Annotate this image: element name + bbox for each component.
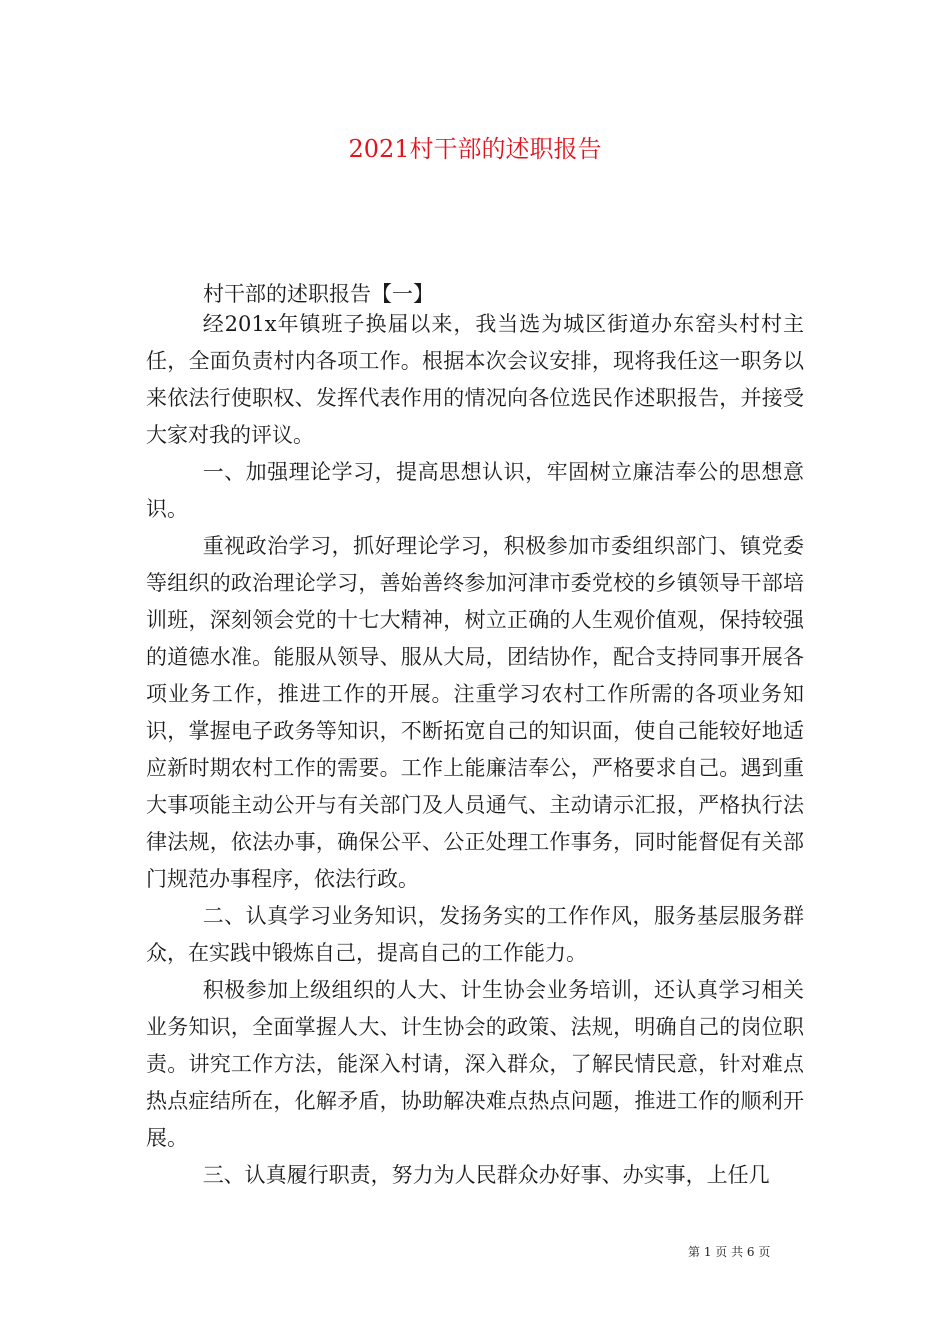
paragraph: 经201x年镇班子换届以来，我当选为城区街道办东窑头村村主任，全面负责村内各项工作。根据本次会议安排，现将我任这一职务以来依法行使职权、发挥代表作用的情况向各位选民作述职报告，并接受大家对我的评议。 bbox=[146, 312, 804, 447]
paragraph: 一、加强理论学习，提高思想认识，牢固树立廉洁奉公的思想意识。 bbox=[146, 460, 804, 521]
paragraph: 二、认真学习业务知识，发扬务实的工作作风，服务基层服务群众，在实践中锻炼自己，提高自己的工作能力。 bbox=[146, 904, 804, 965]
document-body bbox=[146, 306, 804, 1194]
paragraph: 三、认真履行职责，努力为人民群众办好事、办实事，上任几 bbox=[202, 1163, 770, 1187]
paragraph: 重视政治学习，抓好理论学习，积极参加市委组织部门、镇党委等组织的政治理论学习，善始善终参加河津市委党校的乡镇领导干部培训班，深刻领会党的十七大精神，树立正确的人生观价值观，保持较强的道德水准。能服从领导、服从大局，团结协作，配合支持同事开展各项业务工作，推进工作的开展。注重学习农村工作所需的各项业务知识，掌握电子政务等知识，不断拓宽自己的知识面，使自己能较好地适应新时期农村工作的需要。工作上能廉洁奉公，严格要求自己。遇到重大事项能主动公开与有关部门及人员通气、主动请示汇报，严格执行法律法规，依法办事，确保公平、公正处理工作事务，同时能督促有关部门规范办事程序，依法行政。 bbox=[146, 534, 804, 891]
paragraph: 积极参加上级组织的人大、计生协会业务培训，还认真学习相关业务知识，全面掌握人大、计生协会的政策、法规，明确自己的岗位职责。讲究工作方法，能深入村请，深入群众，了解民情民意，针对难点热点症结所在，化解矛盾，协助解决难点热点问题，推进工作的顺利开展。 bbox=[146, 978, 804, 1150]
page-title: 2021村干部的述职报告 bbox=[348, 135, 602, 163]
section-heading: 村干部的述职报告【一】 bbox=[203, 282, 434, 306]
page-number-footer: 第 1 页 共 6 页 bbox=[688, 1245, 771, 1259]
